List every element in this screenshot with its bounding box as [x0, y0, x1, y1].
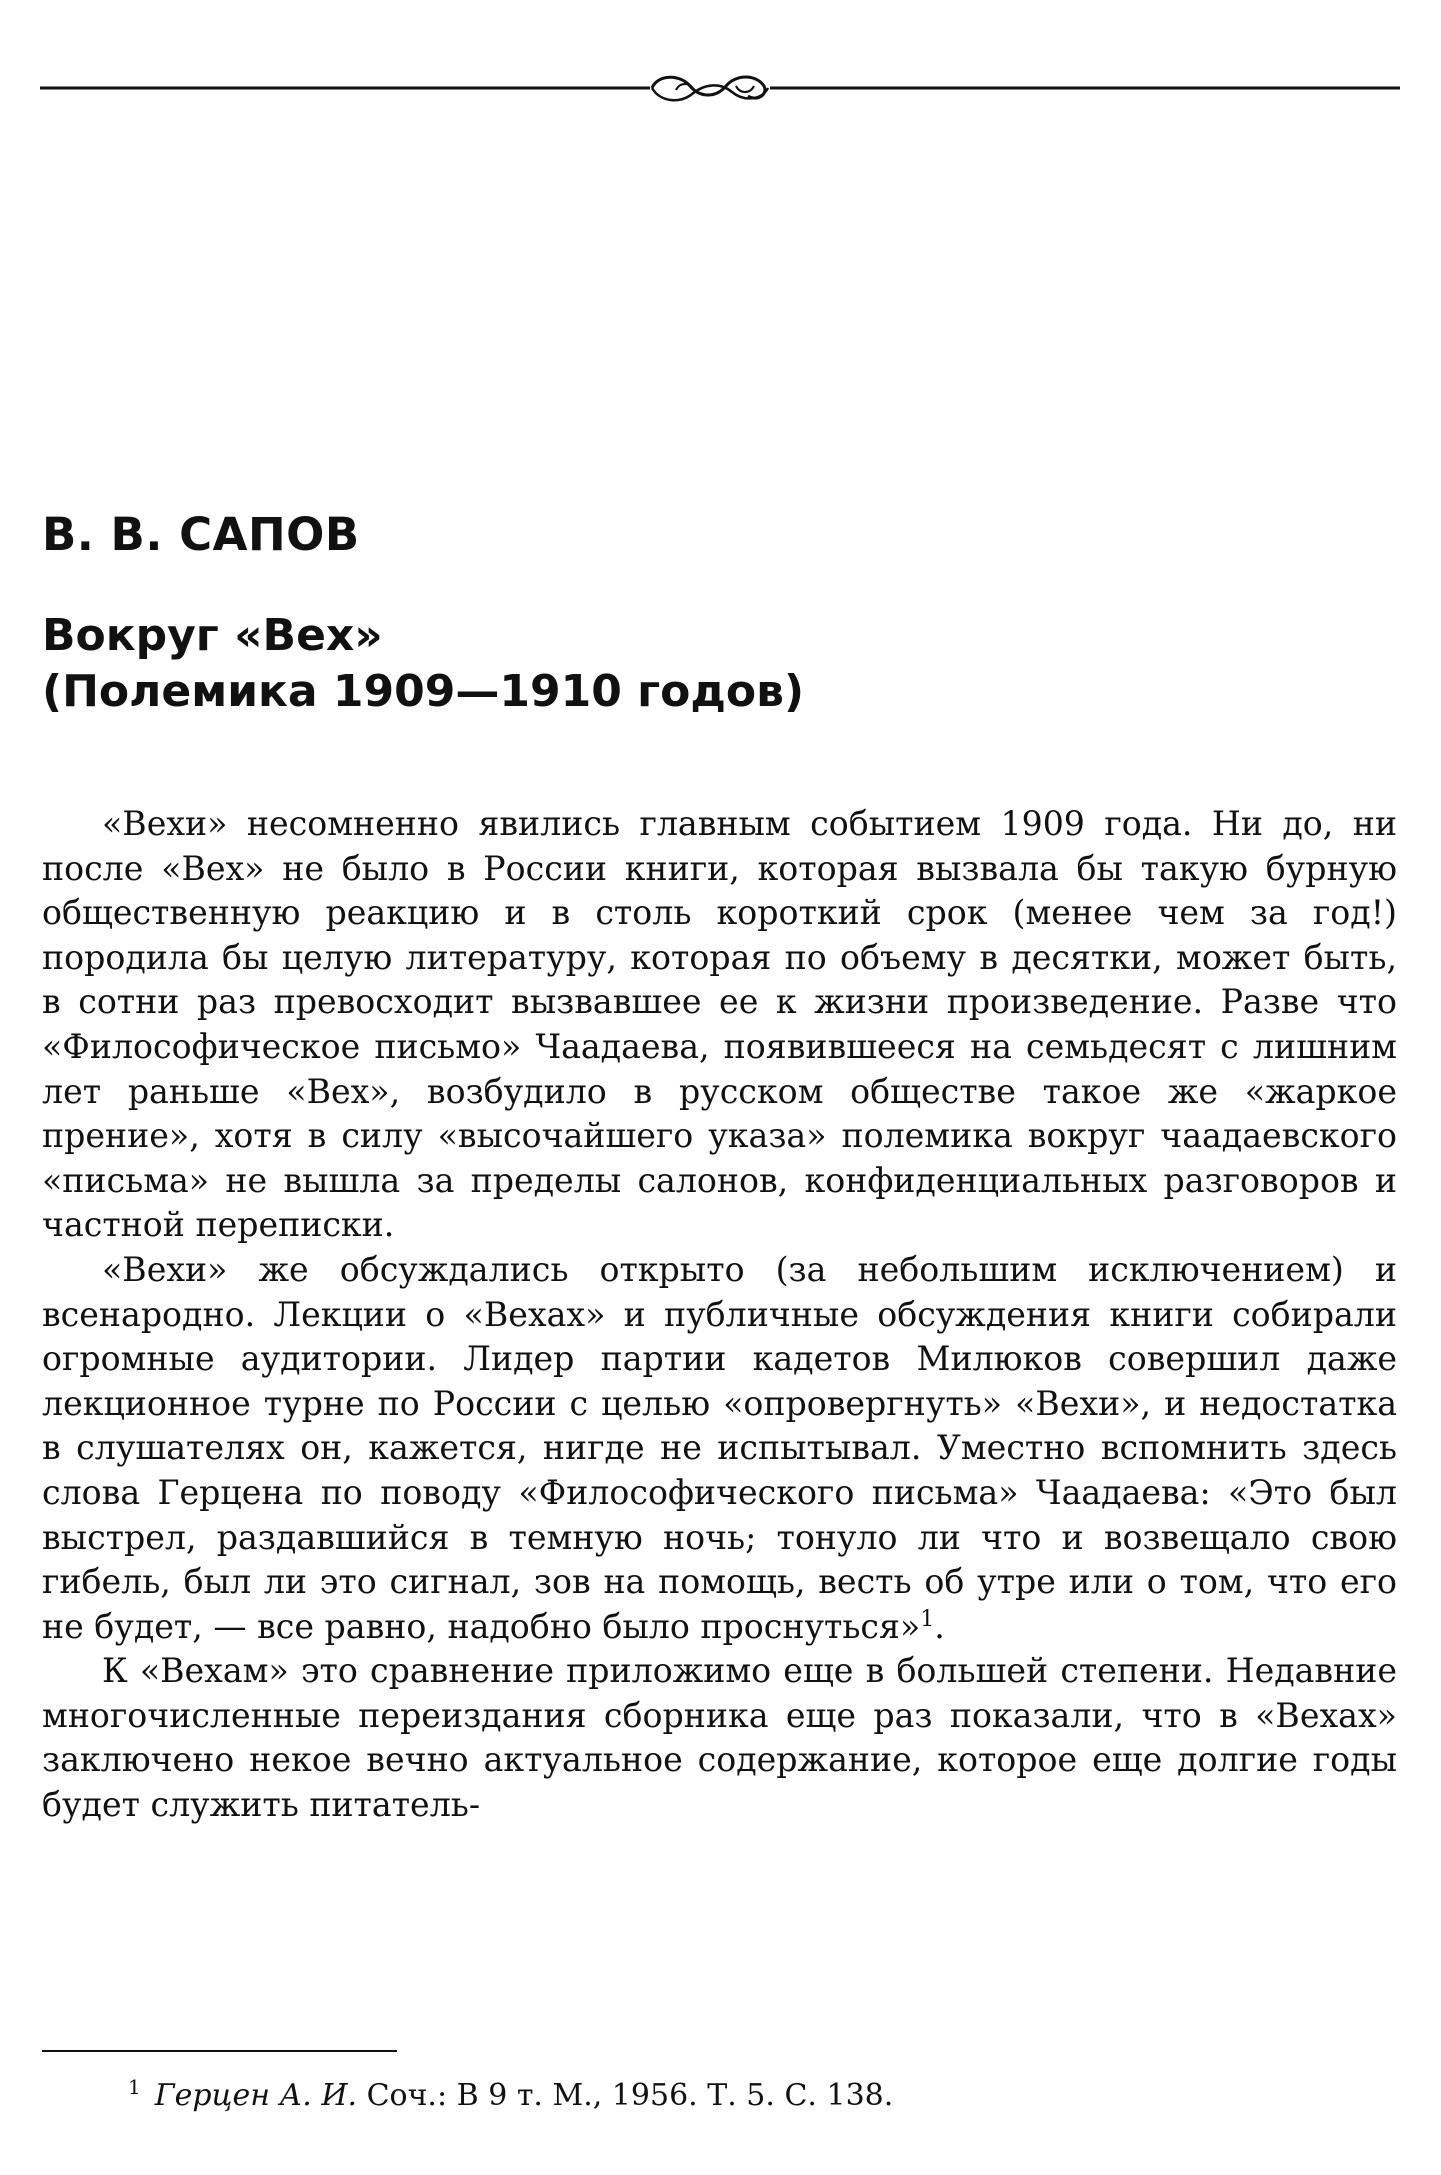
footnote-reference[interactable]: 1 [920, 1606, 935, 1632]
paragraph-3: К «Вехам» это сравнение приложимо еще в большей степени. Недавние многочисленные переиздания сборника еще раз показали, что в «Вехах» заключено некое вечно актуальное содержание, которое еще долгие годы будет служить питатель- [42, 1651, 1397, 1825]
paragraph-2: «Вехи» же обсуждались открыто (за небольшим исключением) и всенародно. Лекции о «Вехах» и публичные обсуждения книги собирали огромные аудитории. Лидер партии кадетов Милюков совершил даже лекционное турне по России с целью «опровергнуть» «Вехи», и недостатка в слушателях он, кажется, нигде не испытывал. Уместно вспомнить здесь слова Герцена по поводу «Философического письма» Чаадаева: «Это был выстрел, раздавшийся в темную ночь; тонуло ли что и возвещало свою гибель, был ли это сигнал, зов на помощь, весть об утре или о том, что его не будет, — все равно, надобно было проснуться»$^1$. [42, 1249, 1397, 1646]
footnote-number: 1 [128, 2075, 141, 2099]
paragraph-1: «Вехи» несомненно явились главным событием 1909 года. Ни до, ни после «Вех» не было в России книги, которая вызвала бы такую бурную общественную реакцию и в столь короткий срок (менее чем за год!) породила бы целую литературу, которая по объему в десятки, может быть, в сотни раз превосходит вызвавшее ее к жизни произведение. Разве что «Философическое письмо» Чаадаева, появившееся на семьдесят с лишним лет раньше «Вех», возбудило в русском обществе такое же «жаркое прение», хотя в силу «высочайшего указа» полемика вокруг чаадаевского «письма» не вышла за пределы салонов, конфиденциальных разговоров и частной переписки. [42, 804, 1397, 1245]
article-title [42, 608, 804, 720]
footnote-citation: Соч.: В 9 т. М., 1956. Т. 5. С. 138. [366, 2078, 894, 2113]
footnote-divider [42, 2050, 397, 2052]
author-name: В. В. САПОВ [42, 508, 360, 561]
title-line-1: Вокруг «Вех» [42, 610, 383, 661]
flourish-ornament [40, 72, 1400, 112]
title-line-2: (Полемика 1909—1910 годов) [42, 666, 805, 717]
footnote-author: Герцен А. И. [154, 2078, 358, 2113]
footnote [128, 2067, 893, 2116]
body-text [42, 802, 1397, 1828]
